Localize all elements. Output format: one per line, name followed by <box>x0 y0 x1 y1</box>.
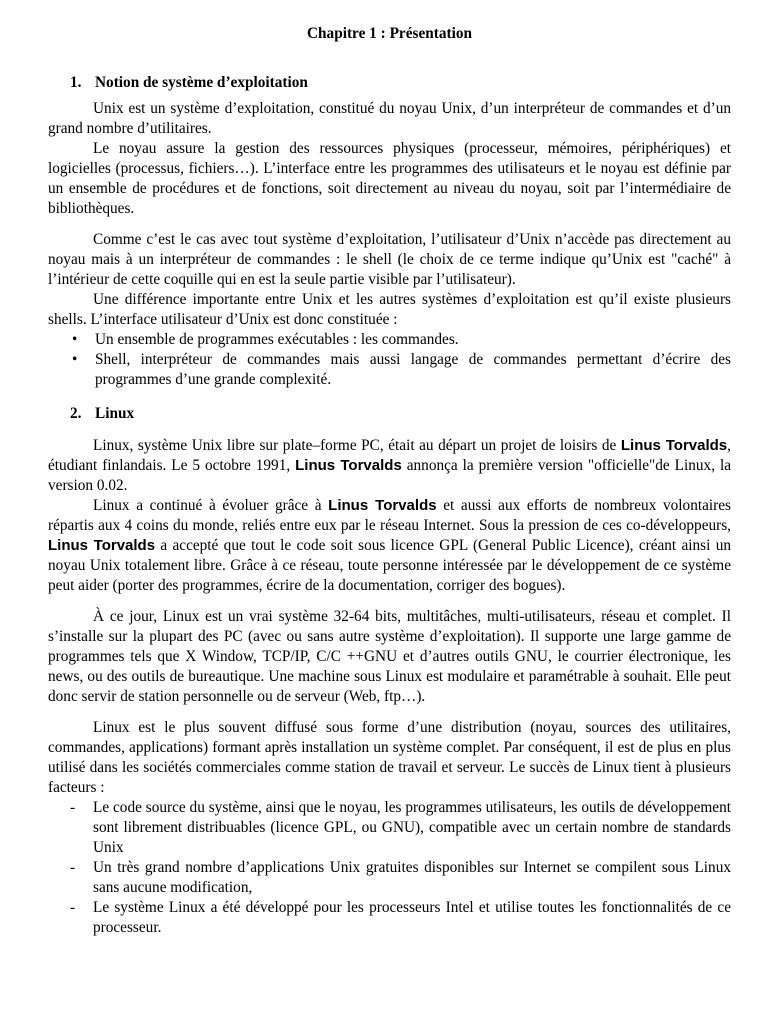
list-item <box>48 858 731 898</box>
list-item-text: Un ensemble de programmes exécutables : les commandes. <box>95 331 459 348</box>
section-1-paragraph-2: Le noyau assure la gestion des ressources physiques (processeur, mémoires, périphériques) et logicielles (processus, fichiers…). L’interface entre les programmes des utilisateurs et le noyau est définie par un ensemble de procédures et de fonctions, soit directement au niveau du noyau, soit par l’intermédiaire de bibliothèques. <box>48 140 731 217</box>
section-2-paragraph-3: À ce jour, Linux est un vrai système 32-64 bits, multitâches, multi-utilisateurs, réseau et complet. Il s’installe sur la plupart des PC (avec ou sans autre système d’exploitation). Il supporte une large gamme de programmes tels que X Window, TCP/IP, C/C ++GNU et d’autres outils GNU, le courrier électronique, les news, ou des outils de bureautique. Une machine sous Linux est modulaire et paramétrable à souhait. Elle peut donc servir de station personnelle ou de serveur (Web, ftp…). <box>48 608 731 705</box>
person-name: Linus Torvalds <box>48 537 156 554</box>
person-name: Linus Torvalds <box>620 437 728 454</box>
list-item <box>48 330 731 350</box>
section-1-bullet-list <box>48 330 731 390</box>
section-2-title: Linux <box>95 405 135 422</box>
section-2-paragraph-2: Linux a continué à évoluer grâce à Linus Torvalds et aussi aux efforts de nombreux volontaires répartis aux 4 coins du monde, reliés entre eux par le réseau Internet. Sous la pression de ces co-développeurs, Linus Torvalds a accepté que tout le code soit sous licence GPL (General Public Licence), créant ainsi un noyau Unix totalement libre. Grâce à ce réseau, toute personne intéressée par le développement de ce système peut aider (porter des programmes, écrire de la documentation, corriger des bogues). <box>48 497 731 594</box>
chapter-title: Chapitre 1 : Présentation <box>307 25 472 42</box>
section-1-number: 1. <box>70 74 82 91</box>
section-2-heading <box>70 404 731 424</box>
section-1-paragraph-3: Comme c’est le cas avec tout système d’exploitation, l’utilisateur d’Unix n’accède pas directement au noyau mais à un interpréteur de commandes : le shell (le choix de ce terme indique qu’Unix est "caché" à l’intérieur de cette coquille qui en est la seule partie visible par l’utilisateur). <box>48 231 731 288</box>
section-1-paragraph-1: Unix est un système d’exploitation, constitué du noyau Unix, d’un interpréteur de commandes et d’un grand nombre d’utilitaires. <box>48 100 731 137</box>
list-item-text: Un très grand nombre d’applications Unix gratuites disponibles sur Internet se compilent sous Linux sans aucune modification, <box>93 859 731 896</box>
bullet-icon: • <box>72 351 78 368</box>
list-item-text: Shell, interpréteur de commandes mais aussi langage de commandes permettant d’écrire des programmes d’une grande complexité. <box>95 351 731 388</box>
bullet-icon: • <box>72 331 78 348</box>
list-item-text: Le code source du système, ainsi que le noyau, les programmes utilisateurs, les outils de développement sont librement distribuables (licence GPL, ou GNU), compatible avec un certain nombre de standards Unix <box>93 799 731 856</box>
section-1-title: Notion de système d’exploitation <box>95 74 308 91</box>
section-2-number: 2. <box>70 405 82 422</box>
list-item <box>48 350 731 390</box>
section-2-paragraph-4: Linux est le plus souvent diffusé sous forme d’une distribution (noyau, sources des utilitaires, commandes, applications) formant après installation un système complet. Par conséquent, il est de plus en plus utilisé dans les sociétés commerciales comme station de travail et serveur. Le succès de Linux tient à plusieurs facteurs : <box>48 719 731 796</box>
list-item-text: Le système Linux a été développé pour les processeurs Intel et utilise toutes les fonctionnalités de ce processeur. <box>93 899 731 936</box>
section-2-paragraph-1: Linux, système Unix libre sur plate–forme PC, était au départ un projet de loisirs de Linus Torvalds, étudiant finlandais. Le 5 octobre 1991, Linus Torvalds annonça la première version "officielle"de Linux, la version 0.02. <box>48 437 731 494</box>
dash-marker: - <box>70 859 76 876</box>
person-name: Linus Torvalds <box>295 457 402 474</box>
section-1-heading <box>70 73 731 93</box>
list-item <box>48 898 731 938</box>
section-1-paragraph-4: Une différence importante entre Unix et les autres systèmes d’exploitation est qu’il existe plusieurs shells. L’interface utilisateur d’Unix est donc constituée : <box>48 291 731 328</box>
list-item <box>48 798 731 858</box>
section-2-dash-list <box>48 798 731 938</box>
dash-marker: - <box>70 899 76 916</box>
person-name: Linus Torvalds <box>328 497 437 514</box>
dash-marker: - <box>70 799 76 816</box>
